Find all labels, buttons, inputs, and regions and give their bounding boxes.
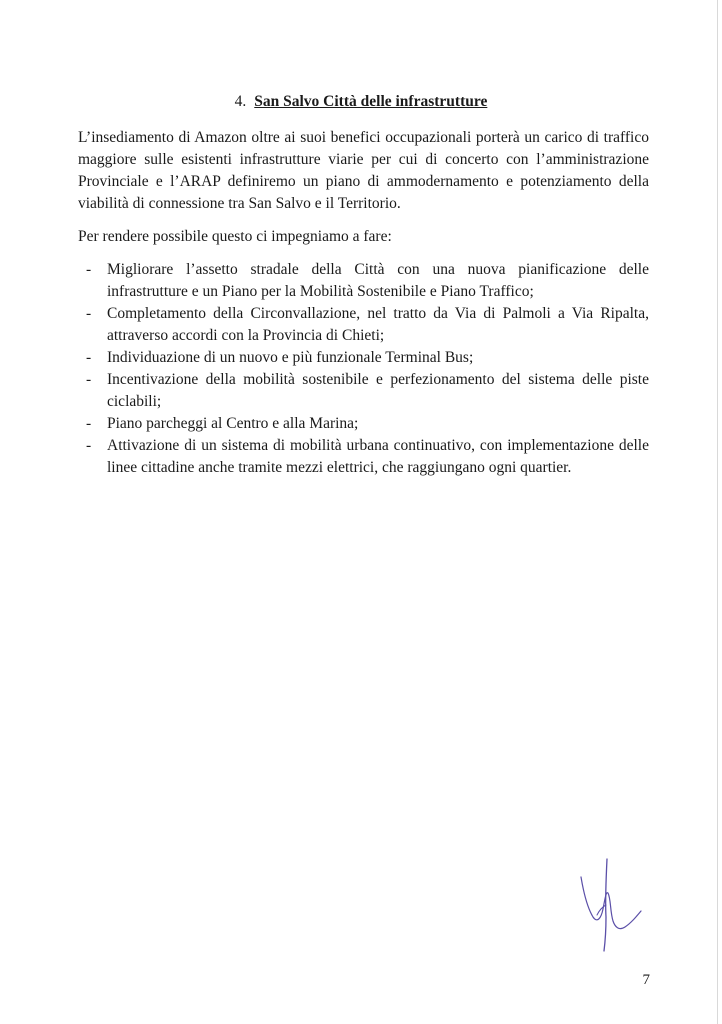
- list-item: [78, 259, 649, 303]
- list-item-text: Individuazione di un nuovo e più funzionale Terminal Bus;: [107, 349, 474, 366]
- bullet-dash: -: [86, 261, 92, 278]
- section-heading: [0, 92, 722, 112]
- list-item: [78, 369, 649, 413]
- list-item-text: Incentivazione della mobilità sostenibile e perfezionamento del sistema delle piste ciclabili;: [107, 371, 649, 410]
- bullet-dash: -: [86, 305, 92, 322]
- list-item: [78, 347, 649, 369]
- section-title: San Salvo Città delle infrastrutture: [254, 93, 488, 110]
- handwritten-signature: [575, 855, 645, 955]
- list-item-text: Piano parcheggi al Centro e alla Marina;: [107, 415, 359, 432]
- list-item-text: Migliorare l’assetto stradale della Città con una nuova pianificazione delle infrastrutture e un Piano per la Mobilità Sostenibile e Piano Traffico;: [107, 261, 649, 300]
- intro-paragraph: L’insediamento di Amazon oltre ai suoi benefici occupazionali porterà un carico di traffico maggiore sulle esistenti infrastrutture viarie per cui di concerto con l’amministrazione Provinciale e l’ARAP definiremo un piano di ammodernamento e potenziamento della viabilità di connessione tra San Salvo e il Territorio.: [78, 129, 649, 212]
- bullet-dash: -: [86, 349, 92, 366]
- commitment-list: [78, 259, 649, 479]
- list-item-text: Completamento della Circonvallazione, nel tratto da Via di Palmoli a Via Ripalta, attraverso accordi con la Provincia di Chieti;: [107, 305, 649, 344]
- signature-stroke-loop: [581, 877, 641, 929]
- section-number: 4.: [234, 93, 247, 110]
- bullet-dash: -: [86, 415, 92, 432]
- page-number: 7: [642, 972, 650, 988]
- list-item: [78, 303, 649, 347]
- bullet-dash: -: [86, 371, 92, 388]
- list-item-text: Attivazione di un sistema di mobilità urbana continuativo, con implementazione delle linee cittadine anche tramite mezzi elettrici, che raggiungano ogni quartier.: [107, 437, 649, 476]
- list-item: [78, 413, 649, 435]
- commitment-intro: Per rendere possibile questo ci impegniamo a fare:: [78, 228, 392, 245]
- page-edge-divider: [717, 0, 718, 1024]
- list-item: [78, 435, 649, 479]
- bullet-dash: -: [86, 437, 92, 454]
